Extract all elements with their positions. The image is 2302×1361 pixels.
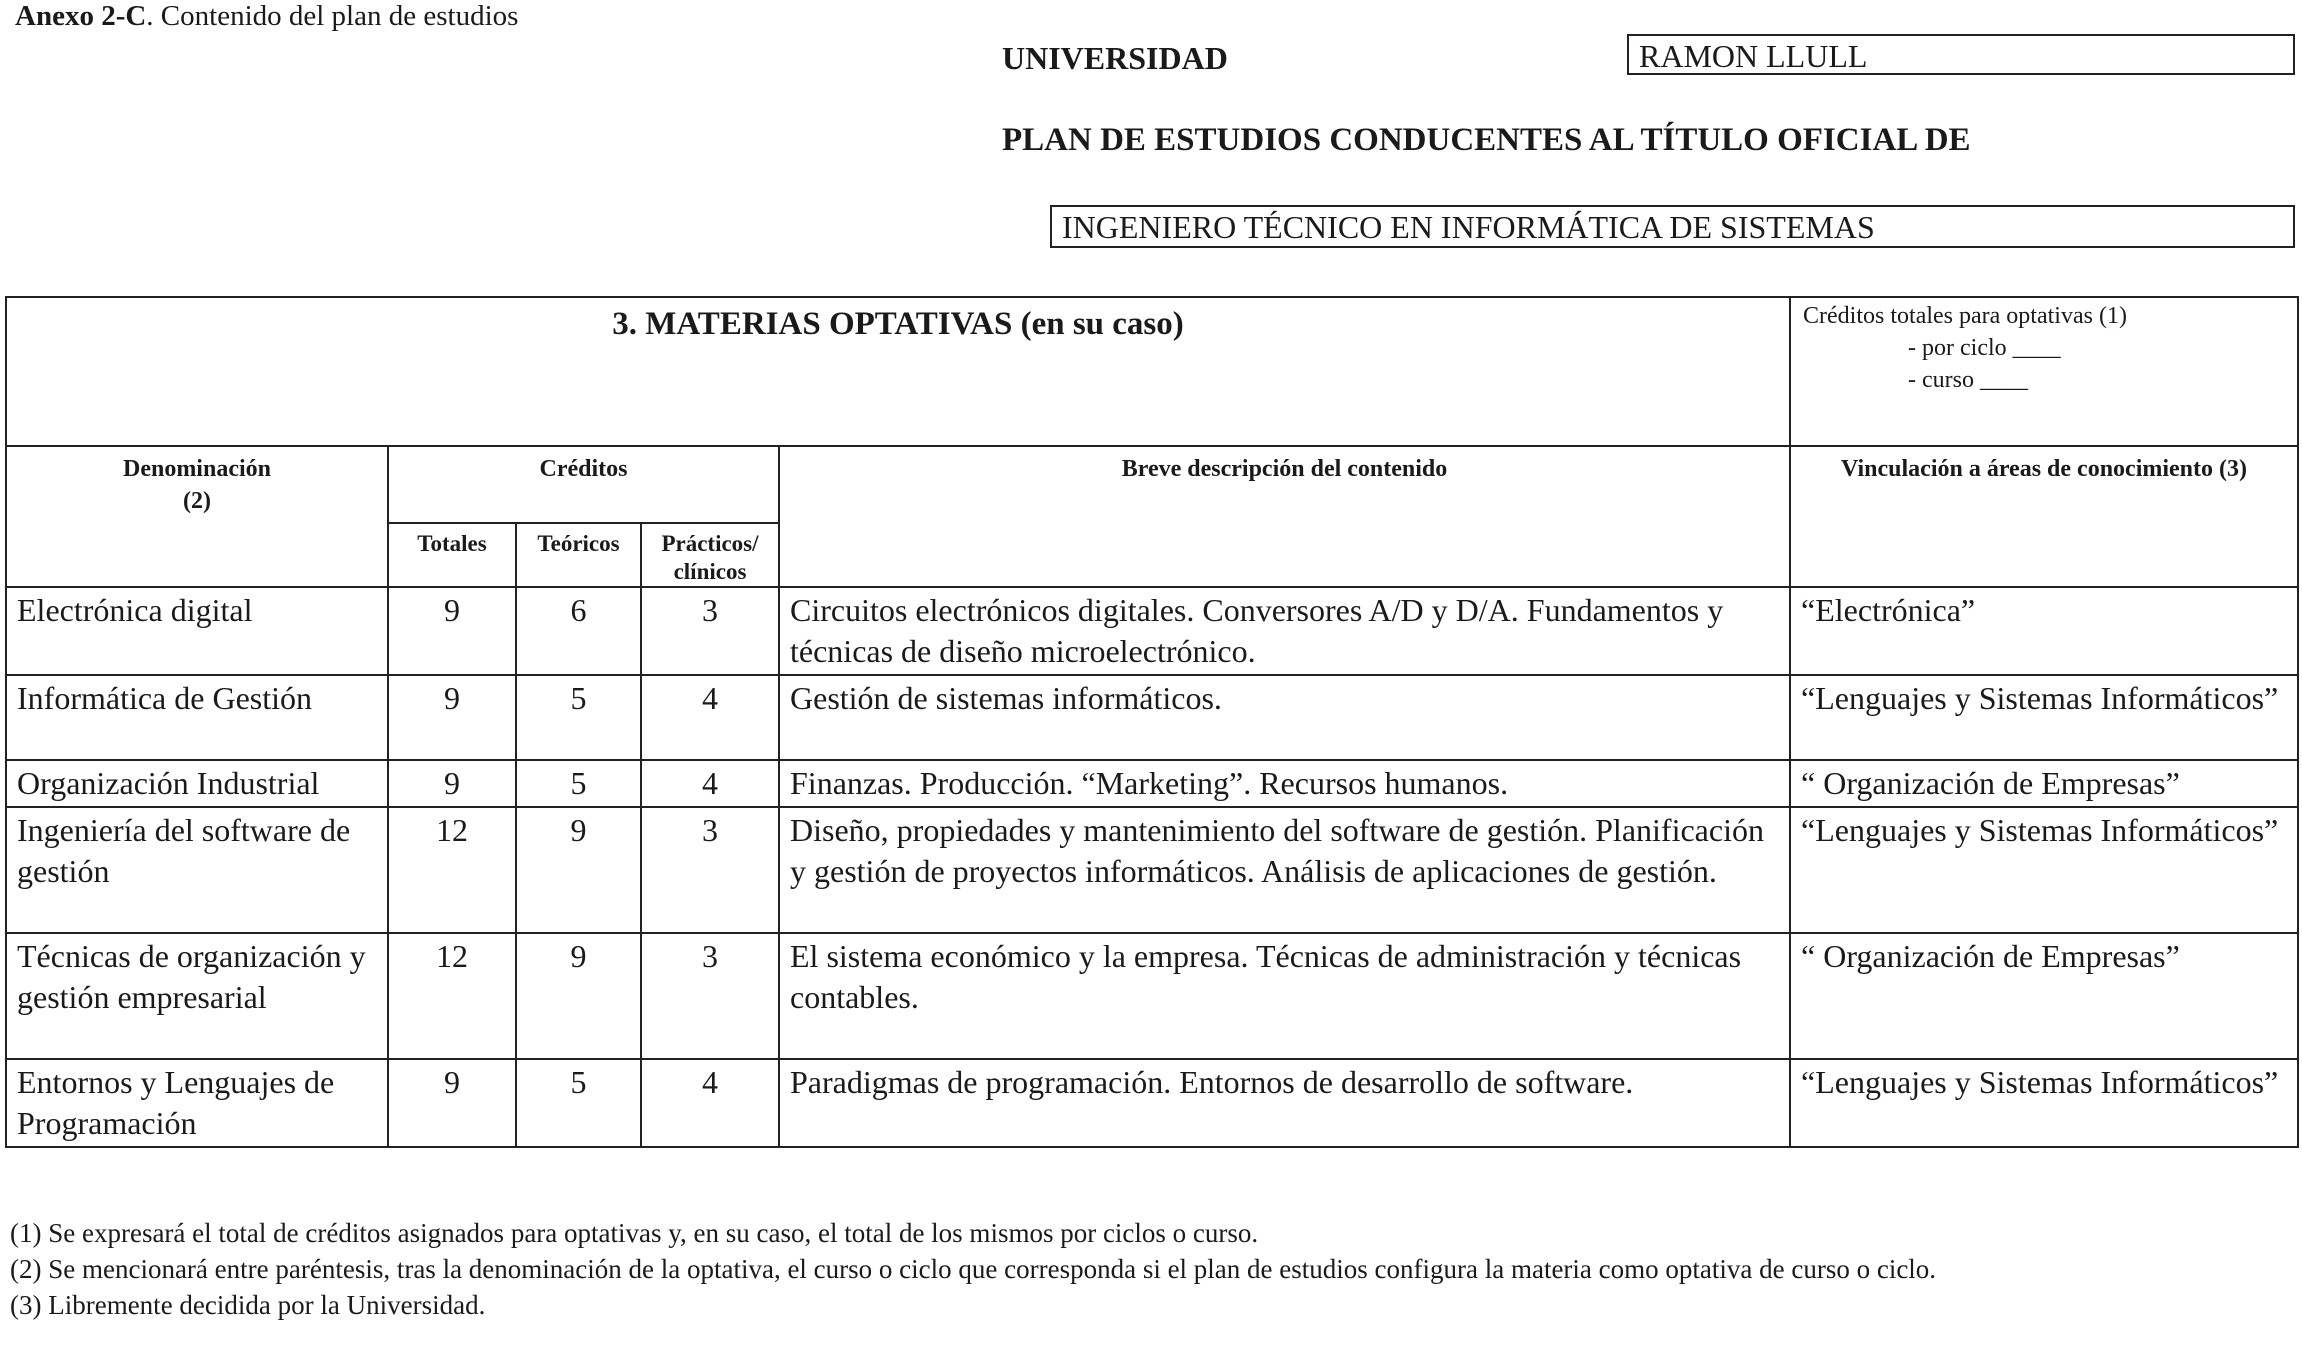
annex-description: . Contenido del plan de estudios: [146, 0, 519, 32]
credits-theory: 5: [516, 1059, 641, 1147]
section-title: 3. MATERIAS OPTATIVAS (en su caso): [6, 297, 1790, 446]
degree-name-field: INGENIERO TÉCNICO EN INFORMÁTICA DE SISTEMAS: [1050, 205, 2295, 248]
credits-practice: 4: [641, 675, 779, 760]
table-row: [6, 807, 2298, 933]
subject-description: Finanzas. Producción. “Marketing”. Recursos humanos.: [779, 760, 1790, 807]
knowledge-area: “ Organización de Empresas”: [1790, 933, 2298, 1059]
table-row: [6, 1059, 2298, 1147]
footnote-3: (3) Libremente decidida por la Universidad.: [10, 1290, 486, 1320]
header-creditos: Créditos: [388, 446, 779, 523]
credits-theory: 9: [516, 933, 641, 1059]
table-row: [6, 675, 2298, 760]
knowledge-area: “Lenguajes y Sistemas Informáticos”: [1790, 675, 2298, 760]
total-credits-label: Créditos totales para optativas (1): [1803, 303, 2127, 329]
subject-description: Gestión de sistemas informáticos.: [779, 675, 1790, 760]
annex-heading: [15, 0, 518, 33]
knowledge-area: “ Organización de Empresas”: [1790, 760, 2298, 807]
per-course-label: - curso ____: [1908, 367, 2029, 393]
subject-name: Ingeniería del software de gestión: [6, 807, 388, 933]
credits-practice: 4: [641, 1059, 779, 1147]
credits-total: 9: [388, 675, 516, 760]
subject-name: Organización Industrial: [6, 760, 388, 807]
header-totales: Totales: [388, 523, 516, 587]
subject-name: Electrónica digital: [6, 587, 388, 675]
credits-total: 12: [388, 807, 516, 933]
total-credits-cell: [1790, 297, 2298, 446]
credits-practice: 4: [641, 760, 779, 807]
header-descripcion: Breve descripción del contenido: [779, 446, 1790, 587]
table-row: [6, 760, 2298, 807]
header-teoricos: Teóricos: [516, 523, 641, 587]
knowledge-area: “Lenguajes y Sistemas Informáticos”: [1790, 807, 2298, 933]
credits-practice: 3: [641, 587, 779, 675]
subject-description: El sistema económico y la empresa. Técnicas de administración y técnicas contables.: [779, 933, 1790, 1059]
header-denominacion-note: (2): [183, 488, 211, 514]
header-practicos: Prácticos/ clínicos: [641, 523, 779, 587]
header-vinculacion: Vinculación a áreas de conocimiento (3): [1790, 446, 2298, 587]
header-denominacion-label: Denominación: [122, 456, 271, 482]
credits-total: 9: [388, 760, 516, 807]
knowledge-area: “Electrónica”: [1790, 587, 2298, 675]
credits-total: 9: [388, 1059, 516, 1147]
subject-name: Informática de Gestión: [6, 675, 388, 760]
subject-name: Técnicas de organización y gestión empresarial: [6, 933, 388, 1059]
university-name-field: RAMON LLULL: [1627, 34, 2295, 75]
per-cycle-label: - por ciclo ____: [1908, 335, 2061, 361]
credits-theory: 5: [516, 675, 641, 760]
credits-total: 12: [388, 933, 516, 1059]
footnotes: [10, 1215, 2290, 1323]
credits-theory: 6: [516, 587, 641, 675]
footnote-2: (2) Se mencionará entre paréntesis, tras la denominación de la optativa, el curso o ciclo que corresponda si el plan de estudios configura la materia como optativa de curso o ciclo.: [10, 1254, 1937, 1284]
subject-description: Diseño, propiedades y mantenimiento del software de gestión. Planificación y gestión de proyectos informáticos. Análisis de aplicaciones de gestión.: [779, 807, 1790, 933]
subject-description: Paradigmas de programación. Entornos de desarrollo de software.: [779, 1059, 1790, 1147]
table-row: [6, 933, 2298, 1059]
header-denominacion: [6, 446, 388, 587]
table-row: [6, 587, 2298, 675]
credits-practice: 3: [641, 807, 779, 933]
knowledge-area: “Lenguajes y Sistemas Informáticos”: [1790, 1059, 2298, 1147]
plan-title: PLAN DE ESTUDIOS CONDUCENTES AL TÍTULO OFICIAL DE: [1002, 122, 1971, 158]
annex-number: Anexo 2-C: [15, 0, 147, 32]
subject-description: Circuitos electrónicos digitales. Conversores A/D y D/A. Fundamentos y técnicas de diseño microelectrónico.: [779, 587, 1790, 675]
credits-practice: 3: [641, 933, 779, 1059]
subject-name: Entornos y Lenguajes de Programación: [6, 1059, 388, 1147]
credits-theory: 9: [516, 807, 641, 933]
university-label: UNIVERSIDAD: [1002, 40, 1228, 76]
credits-theory: 5: [516, 760, 641, 807]
credits-total: 9: [388, 587, 516, 675]
footnote-1: (1) Se expresará el total de créditos asignados para optativas y, en su caso, el total de los mismos por ciclos o curso.: [10, 1218, 1259, 1248]
optional-subjects-table: [5, 296, 2299, 1148]
